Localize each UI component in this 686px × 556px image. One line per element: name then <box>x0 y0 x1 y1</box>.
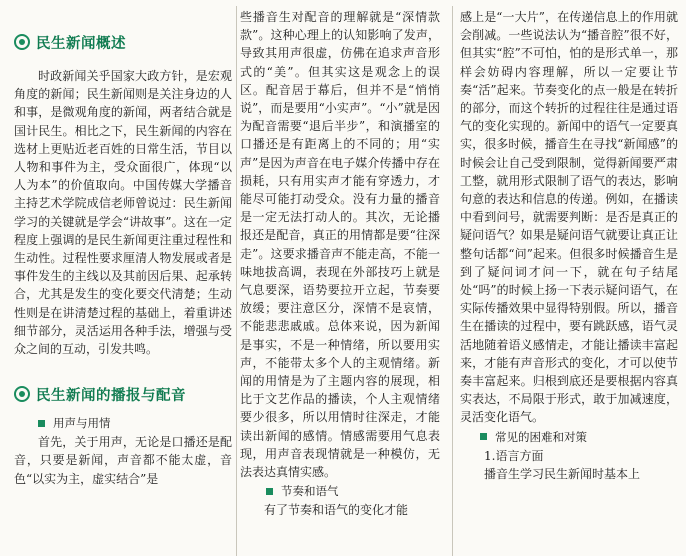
section-bullet-icon <box>14 386 30 402</box>
list-item-heading: 1.语言方面 <box>484 448 544 463</box>
subheading-text: 节奏和语气 <box>281 484 339 499</box>
subheading <box>266 482 440 500</box>
body-paragraph: 播音生学习民生新闻时基本上 <box>484 466 641 481</box>
section-heading-broadcast <box>14 382 232 406</box>
section-title: 民生新闻概述 <box>36 35 126 52</box>
column-divider <box>452 6 453 556</box>
column-2 <box>240 0 440 556</box>
subheading <box>38 414 232 432</box>
body-paragraph: 时政新闻关乎国家大政方针，是宏观角度的新闻；民生新闻则是关注身边的人和事，是微观角度的新闻，两者结合就是国计民生。相比之下，民生新闻的内容在选材上更贴近老百姓的日常生活，节目以人物和事件为主，受众面很广，体现“以人为本”的价值取向。中国传媒大学播音主持艺术学院成信老师曾说过：民生新闻学习的关键就是学会“讲故事”。这在一定程度上强调的是民生新闻更注重过程性和生动性。过程性要求厘清人物发展或者是事件发生的主线以及其前因后果、起承转合，尤其是发生的变化要交代清楚；生动性则是在讲清楚过程的基础上，着重讲述细节部分，灵活运用各种手法，增强与受众之间的互动，引发共鸣。 <box>14 69 232 357</box>
section-heading-overview <box>14 30 232 54</box>
body-paragraph: 首先，关于用声，无论是口播还是配音，只要是新闻，声音都不能太虚，音色“以实为主，虚实结合”是 <box>14 435 232 486</box>
section-title: 民生新闻的播报与配音 <box>36 387 186 404</box>
subheading-text: 常见的困难和对策 <box>495 429 587 444</box>
column-3 <box>460 0 678 556</box>
body-paragraph: 有了节奏和语气的变化才能 <box>264 503 409 518</box>
column-divider <box>236 6 237 556</box>
body-paragraph: 些播音生对配音的理解就是“深情款款”。这种心理上的认知影响了发声，导致其用声很虚，仿佛在追求声音形式的“美”。但其实这是观念上的误区。配音居于幕后，但并不是“悄悄说”，而是要用“小实声”。“小”就是因为配音需要“退后半步”，和演播室的口播还是有距离上的不同的；用“实声”是因为声音在电子媒介传播中存在损耗，只有用实声才能有穿透力，才能尽可能打动受众。没有力量的播音是一定无法打动人的。其次，无论播报还是配音，真正的用情都是要“往深走”。这要求播音声不能走高，不能一味地拔高调，表现在外部技巧上就是气息要深，语势要拉开立起，节奏要放缓；要注意区分，深情不是哀情，不能悲悲戚戚。总体来说，因为新闻是事实，不是一种情绪，所以要用实声，不能带太多个人的主观情绪。新闻的用情是为了主题内容的展现，相比于文艺作品的播读，个人主观情绪要少很多，所以用情时往深走，才能读出新闻的感情。情感需要用气息表现，用声音表现情就是一种模仿，无法表达真情实感。 <box>240 10 440 480</box>
column-1 <box>14 0 232 556</box>
square-bullet-icon <box>480 433 487 440</box>
section-bullet-icon <box>14 34 30 50</box>
body-paragraph: 感上是“一大片”，在传递信息上的作用就会削减。一些说法认为“播音腔”很不好，但其实“腔”不可怕，怕的是形式单一，那样会妨碍内容理解，所以一定要让节奏“活”起来。节奏变化的点一般是在转折的部分，而这个转折的过程往往是通过语气的变化实现的。新闻中的语气一定要真实，很多时候，播音生在寻找“新闻感”的时候会让自己受到限制，觉得新闻要严肃工整，就用形式限制了语气的表达，影响句意的表达和信息的传递。例如，在播读中看到问号，就需要判断：是否是真正的疑问语气？如果是疑问语气就要让真正让整句话都“问”起来。但很多时候播音生是到了疑问词才问一下，就在句子结尾处“吗”的时候上扬一下表示疑问语气，在实际传播效果中显得特别假。所以，播音生在播读的过程中，要有跳跃感，语气灵活地随着语义感情走，才能让播读丰富起来，才能有声音形式的变化，才可以使节奏丰富起来。归根到底还是要根据内容真实表达，不局限于形式，敢于加减速度，灵活变化语气。 <box>460 10 678 425</box>
square-bullet-icon <box>38 420 45 427</box>
square-bullet-icon <box>266 488 273 495</box>
subheading <box>480 428 678 446</box>
subheading-text: 用声与用情 <box>53 416 111 431</box>
